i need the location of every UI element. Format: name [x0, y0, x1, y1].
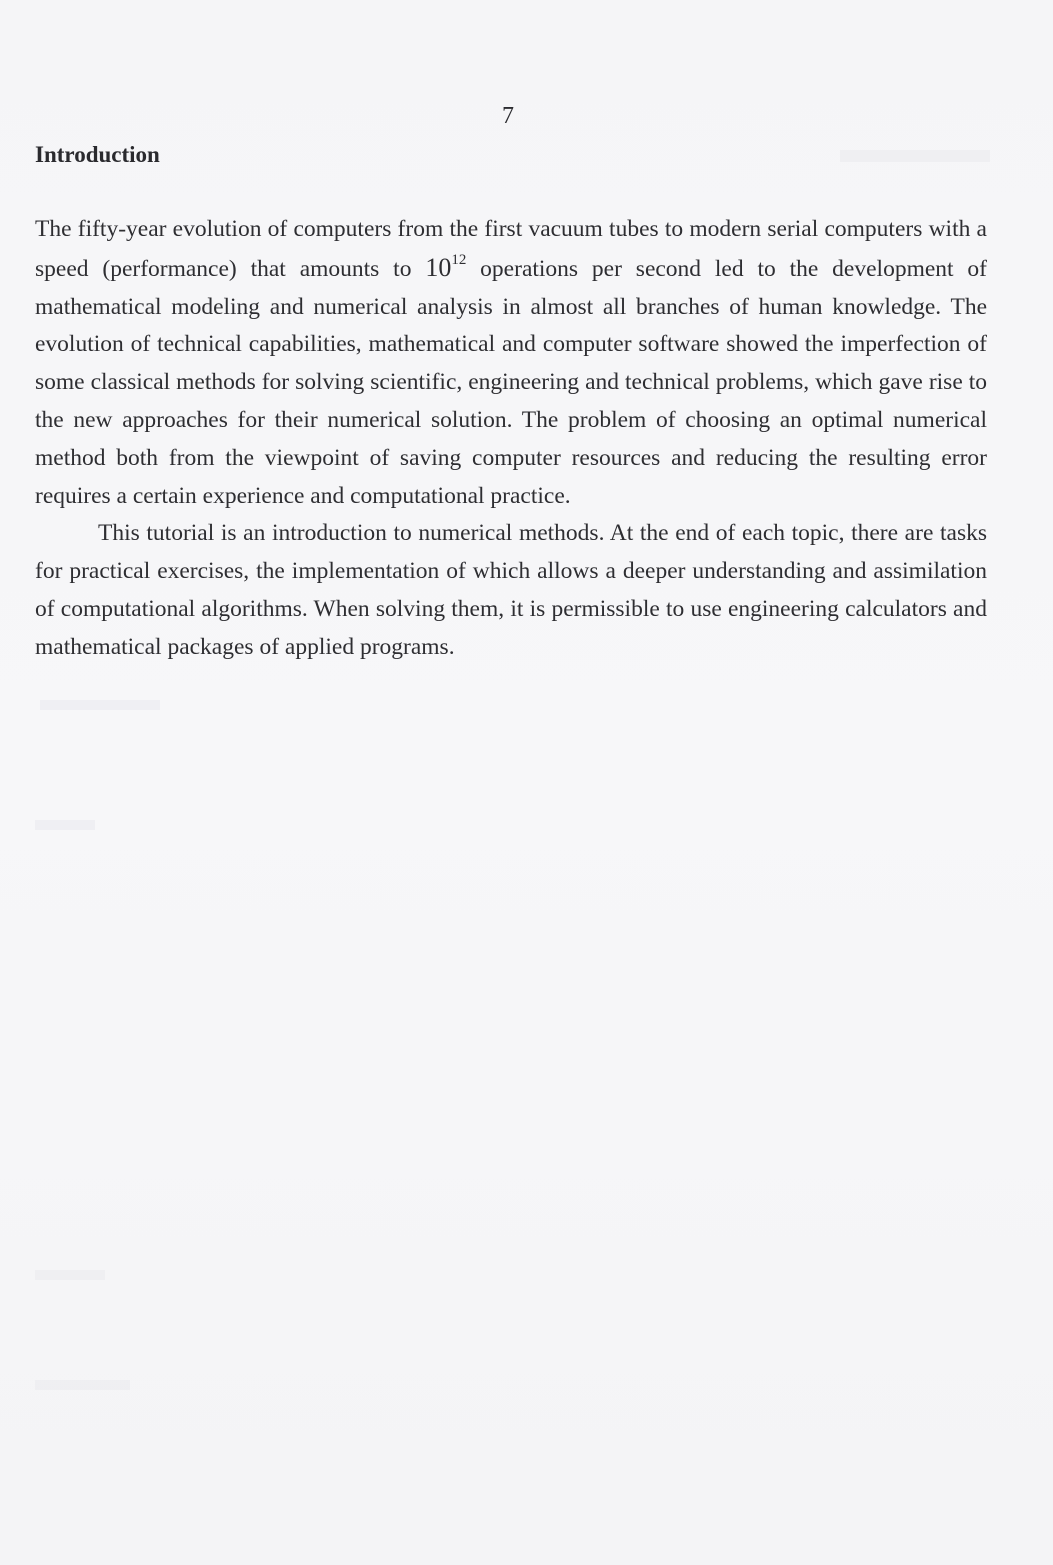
paragraph-2: This tutorial is an introduction to numerical methods. At the end of each topic, there are tasks for practical exercises, the implementation of which allows a deeper understanding and assimilation of computational algorithms. When solving them, it is permissible to use engineering calculators and mathematical packages of applied programs.: [35, 520, 987, 660]
bleed-through-mark: [35, 1270, 105, 1280]
paragraph-1: [35, 211, 987, 515]
body-text: [35, 211, 987, 667]
paragraph-1-text-start: The fifty-year evolution of computers from the first vacuum tubes to modern serial computers with a speed (performance) that amounts to: [35, 216, 987, 282]
bleed-through-mark: [35, 1380, 130, 1390]
power-base: 10: [425, 252, 452, 282]
section-title: Introduction: [35, 142, 160, 167]
bleed-through-mark: [40, 700, 160, 710]
page-number: 7: [502, 103, 514, 129]
bleed-through-mark: [35, 820, 95, 830]
bleed-through-mark: [840, 150, 990, 162]
power-exponent: 12: [451, 251, 467, 268]
paragraph-1-text-end: operations per second led to the development of mathematical modeling and numerical analysis in almost all branches of human knowledge. The evolution of technical capabilities, mathematical and computer software showed the imperfection of some classical methods for solving scientific, engineering and technical problems, which gave rise to the new approaches for their numerical solution. The problem of choosing an optimal numerical method both from the viewpoint of saving computer resources and reducing the resulting error requires a certain experience and computational practice.: [35, 255, 987, 509]
